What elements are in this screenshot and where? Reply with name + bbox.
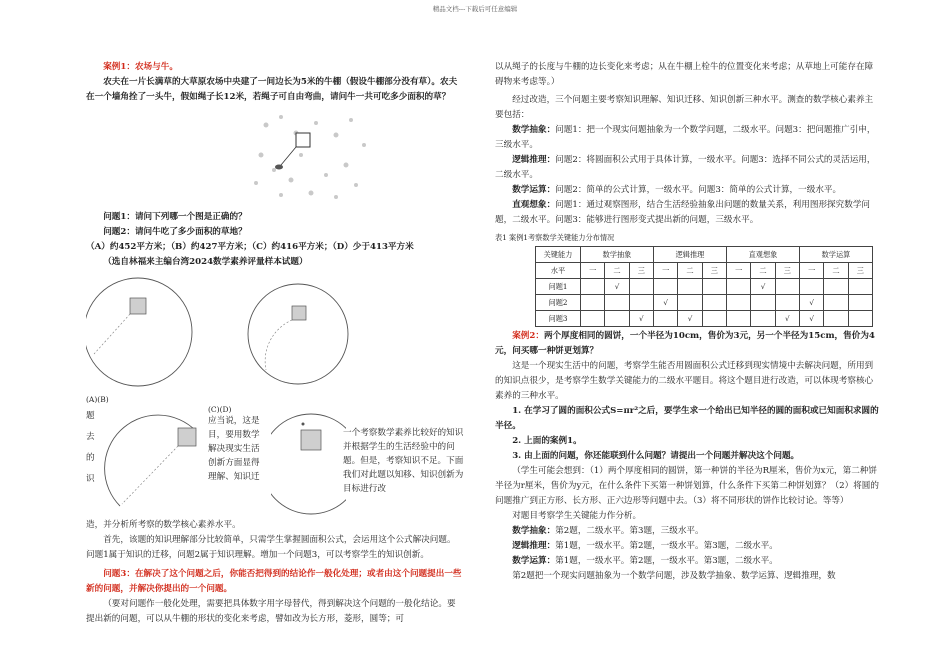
case1-title: 案例1：农场与牛。: [103, 62, 178, 72]
table-cell: [775, 279, 799, 295]
table-cell: [605, 311, 629, 327]
analysis-abstraction: [495, 524, 880, 539]
table-level-cell: 一: [727, 263, 751, 279]
cow-grass-illustration: [86, 105, 464, 210]
label-cd: (C)(D): [208, 405, 232, 414]
table-cell: [678, 295, 702, 311]
analysis-logic-label: 逻辑推理：: [512, 541, 556, 551]
table-cell: 问题1: [536, 279, 581, 295]
table-cell: [702, 295, 726, 311]
figure-pair-ab: [86, 274, 464, 392]
step-3: 3. 由上面的问题，你还能联到什么问题？请提出一个问题并解决这个问题。: [512, 451, 800, 461]
table-cell: [751, 311, 775, 327]
table-level-cell: 一: [654, 263, 678, 279]
circle-figure-c: [100, 406, 220, 518]
table-level-cell: 三: [629, 263, 653, 279]
table-cell: √: [629, 311, 653, 327]
continuation-paragraph: 以从绳子的长度与牛棚的边长变化来考虑；从在牛棚上栓牛的位置变化来考虑；从草地上可能存在障碍物来考虑等。）: [495, 62, 874, 87]
table-level-row: [536, 263, 873, 279]
calc-label: 数学运算：: [512, 185, 556, 195]
table-cell: [800, 279, 824, 295]
table-cell: [702, 311, 726, 327]
visual-item: [495, 198, 880, 228]
table-cell: [848, 311, 872, 327]
wrap-right-text: 一个考察数学素养比较好的知识并根据学生的生活经验中的问题。但是，考察知识不足。下面我们对此题以知移、知识创新为目标进行改: [343, 428, 464, 494]
case2: [495, 329, 880, 359]
table-cell: [581, 311, 605, 327]
final-paragraph: 第2题把一个现实问题抽象为一个数学问题，涉及数学抽象、数学运算、逻辑推理，数: [512, 571, 836, 581]
table-row: [536, 295, 873, 311]
table-cell: [654, 311, 678, 327]
table-cell: √: [654, 295, 678, 311]
table-cell: √: [800, 295, 824, 311]
table-row: [536, 279, 873, 295]
visual-text: 问题1：通过观察图形，结合生活经验抽象出问题的数量关系，利用图形探究数学问题，二级水平。问题3：能够进行图形变式提出新的问题，三级水平。: [495, 200, 871, 225]
analysis-abstraction-text: 第2题，二级水平。第3题，三级水平。: [555, 526, 704, 536]
case2-title: 案例2：: [512, 331, 544, 341]
figure-pair-cd: [86, 406, 464, 518]
table-cell: [727, 279, 751, 295]
table-level-cell: 二: [678, 263, 702, 279]
table-level-cell: 二: [751, 263, 775, 279]
table-cell: [629, 279, 653, 295]
step-1: 1. 在学习了圆的面积公式S=πr²之后，要学生求一个给出已知半径的圆的面积或已知面积求圆的半径。: [495, 406, 879, 431]
wrap-middle-text: 应当说，这是目，要用数学解决现实生活创新方面显得理解、知识迁: [208, 416, 260, 482]
abstraction-item: [495, 123, 880, 153]
analysis-paragraph: 首先，该题的知识理解部分比较简单，只需学生掌握圆面积公式，会运用这个公式解决问题。问题1属于知识的迁移，问题2属于知识理解。增加一个问题3，可以考察学生的知识创新。: [86, 535, 456, 560]
student-ideas: （学生可能会想到：（1）两个厚度相同的圆饼，第一种饼的半径为R厘米，售价为x元，第二种饼半径为r厘米，售价为y元，在什么条件下买第一种饼划算，什么条件下买第二种饼划算？（2）将圆的问题推广到正方形、长方形、正六边形等问题中去。（3）将不同形状的饼作比较讨论。等等）: [495, 466, 879, 506]
table-cell: [727, 311, 751, 327]
table-level-cell: 二: [605, 263, 629, 279]
wrap-bottom-text: 造，并分析所考察的数学核心素养水平。: [86, 520, 241, 530]
table-cell: [751, 295, 775, 311]
question-3-title: 问题3：在解决了这个问题之后，你能否把得到的结论作一般化处理；或者由这个问题提出一些新的问题，并解决你提出的一个问题。: [86, 569, 462, 594]
table-caption: 表1 案例1考察数学关键能力分布情况: [495, 233, 615, 242]
table-row: [536, 311, 873, 327]
question-1: 问题1：请问下列哪一个图是正确的？: [103, 212, 247, 222]
analysis-logic: [495, 539, 880, 554]
table-cell: [824, 279, 848, 295]
table-cell: [848, 295, 872, 311]
visual-label: 直观想象：: [512, 200, 556, 210]
analysis-calc: [495, 554, 880, 569]
logic-label: 逻辑推理：: [512, 155, 556, 165]
table-cell: √: [605, 279, 629, 295]
analysis-intro: 对题目考察学生关键能力作分析。: [512, 511, 642, 521]
logic-item: [495, 153, 880, 183]
table-cell: [727, 295, 751, 311]
answer-options: （A）约452平方米；（B）约427平方米；（C）约416平方米；（D）少于413平方米: [86, 242, 414, 252]
table-cell: [654, 279, 678, 295]
table-cell: √: [800, 311, 824, 327]
table-level-cell: 水平: [536, 263, 581, 279]
question-source: （选自林福来主编台湾2024数学素养评量样本试题）: [103, 257, 308, 267]
wrap-left-text: 题去的识: [86, 411, 95, 484]
circle-figure-d: [271, 406, 346, 518]
table-cell: √: [751, 279, 775, 295]
table-cell: √: [678, 311, 702, 327]
page-header: 精品文档---下载后可任意编辑: [432, 5, 518, 13]
calc-text: 问题2：简单的公式计算，一级水平。问题3：简单的公式计算，一级水平。: [555, 185, 842, 195]
table-cell: [581, 279, 605, 295]
left-column: [86, 60, 464, 627]
table-level-cell: 一: [581, 263, 605, 279]
table-head-cell: 数学抽象: [581, 247, 654, 263]
table-head-cell: 数学运算: [800, 247, 873, 263]
table-level-cell: 二: [824, 263, 848, 279]
calc-item: [495, 183, 880, 198]
farm-figure: [86, 105, 464, 210]
table-cell: [629, 295, 653, 311]
abstraction-label: 数学抽象：: [512, 125, 556, 135]
analysis-logic-text: 第1题，一级水平。第2题，一级水平。第3题，二级水平。: [555, 541, 778, 551]
levels-paragraph: 经过改造，三个问题主要考察知识理解、知识迁移、知识创新三种水平。测查的数学核心素养主要包括：: [495, 95, 874, 120]
table-cell: [824, 311, 848, 327]
logic-text: 问题2：将圆面积公式用于具体计算，一级水平。问题3：选择不同公式的灵活运用，二级水平。: [495, 155, 876, 180]
table-cell: [605, 295, 629, 311]
table-head-cell: 直观想象: [727, 247, 800, 263]
table-level-cell: 三: [702, 263, 726, 279]
case2-body: 两个厚度相同的圆饼，一个半径为10cm，售价为3元，另一个半径为15cm，售价为4元，问买哪一种饼更划算？: [495, 331, 875, 356]
table-cell: [824, 295, 848, 311]
table-cell: [775, 295, 799, 311]
generalization-paragraph: （要对问题作一般化处理，需要把具体数字用字母替代，得到解决这个问题的一般化结论。要提出新的问题，可以从牛棚的形状的变化来考虑，譬如改为长方形，菱形，圆等；可: [86, 599, 456, 624]
table-head-cell: 关键能力: [536, 247, 581, 263]
table-cell: [581, 295, 605, 311]
step-2: 2. 上面的案例1。: [512, 436, 582, 446]
table-level-cell: 三: [775, 263, 799, 279]
table-cell: [702, 279, 726, 295]
label-ab: (A)(B): [86, 395, 109, 404]
table-head-row: [536, 247, 873, 263]
analysis-calc-label: 数学运算：: [512, 556, 556, 566]
table-cell: √: [775, 311, 799, 327]
ability-table: [535, 246, 873, 327]
table-cell: [848, 279, 872, 295]
table-head-cell: 逻辑推理: [654, 247, 727, 263]
abstraction-text: 问题1：把一个现实问题抽象为一个数学问题，二级水平。问题3：把问题推广引申，三级水平。: [495, 125, 876, 150]
case2-analysis: 这是一个现实生活中的问题，考察学生能否用圆面积公式迁移到现实情境中去解决问题，所用到的知识点很少，是考察学生数学关键能力的二级水平题目。将这个题目进行改造，可以体现考察核心素养的三种水平。: [495, 361, 874, 401]
table-level-cell: 一: [800, 263, 824, 279]
case1-body: 农夫在一片长满草的大草原农场中央建了一间边长为5米的牛棚（假设牛棚部分没有草）。农夫在一个墙角拴了一头牛，假如绳子长12米，若绳子可自由弯曲，请问牛一共可吃多少面积的草？: [86, 77, 458, 102]
circle-figures-ab: [86, 274, 464, 392]
table-cell: [678, 279, 702, 295]
analysis-abstraction-label: 数学抽象：: [512, 526, 556, 536]
analysis-calc-text: 第1题，一级水平。第2题，一级水平。第3题，二级水平。: [555, 556, 778, 566]
question-2: 问题2：请问牛吃了多少面积的草地？: [103, 227, 247, 237]
table-level-cell: 三: [848, 263, 872, 279]
table-cell: 问题2: [536, 295, 581, 311]
right-column: [495, 60, 880, 584]
table-cell: 问题3: [536, 311, 581, 327]
